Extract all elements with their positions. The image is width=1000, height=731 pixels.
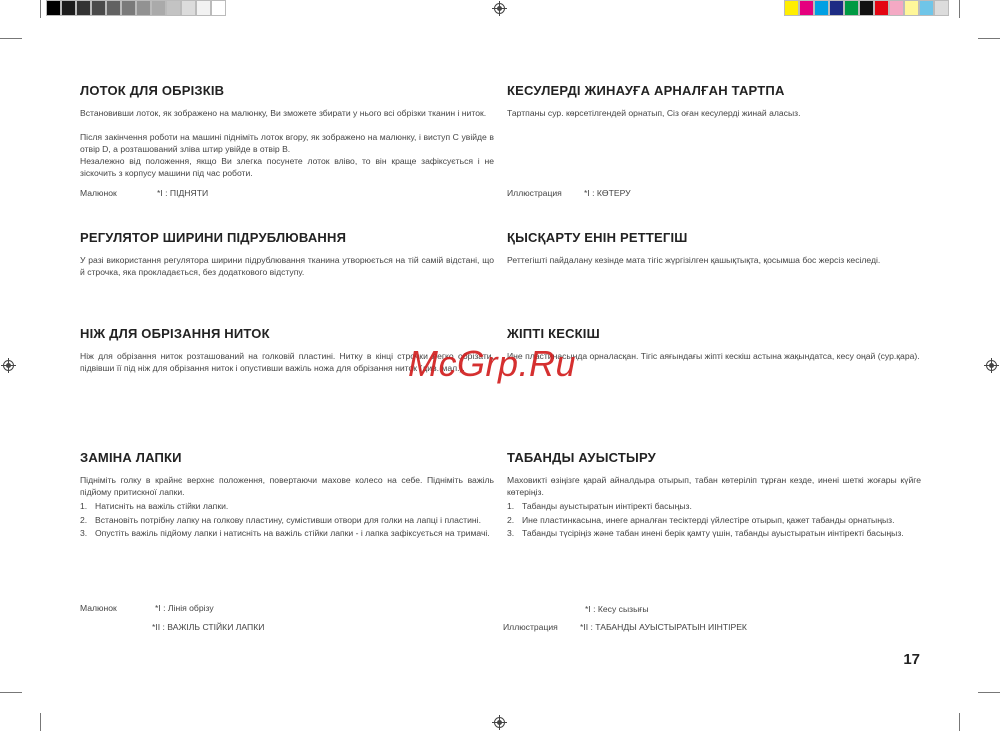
heading-width-kz: ҚЫСҚАРТУ ЕНІН РЕТТЕГІШ — [507, 230, 688, 245]
heading-width-ua: РЕГУЛЯТОР ШИРИНИ ПІДРУБЛЮВАННЯ — [80, 230, 347, 245]
color-swatch — [46, 0, 61, 16]
caption-label: Иллюстрация — [503, 622, 558, 632]
paragraph: Незалежно від положення, якщо Ви злегка посунете лоток вліво, то він краще зафіксується і не зіскочить з корпусу машини під час роботи. — [80, 156, 494, 178]
crop-mark — [0, 692, 22, 693]
list-item: 3. Опустіть важіль підйому лапки і натисніть на важіль стійки лапки - і лапка зафіксується на тримачі. — [80, 528, 490, 539]
steps-list-ua — [80, 501, 494, 542]
caption-text: *I : ПІДНЯТИ — [157, 188, 209, 198]
list-item: 2. Встановіть потрібну лапку на голкову пластину, сумістивши отвори для голки на лапці і пластині. — [80, 514, 481, 525]
color-swatch — [61, 0, 76, 16]
registration-mark-icon — [494, 717, 505, 728]
caption-text: *I : КӨТЕРУ — [584, 188, 631, 198]
color-swatch — [844, 0, 859, 16]
color-swatch — [121, 0, 136, 16]
page-number: 17 — [903, 651, 920, 668]
color-swatch — [799, 0, 814, 16]
heading-foot-ua: ЗАМІНА ЛАПКИ — [80, 450, 182, 465]
paragraph: Ніж для обрізання ниток розташований на голковій пластині. Нитку в кінці строчки легко обрізати, підвівши її під ніж для обрізання ниток і опустивши важіль ножа для обрізання ниток (див. мал.). — [80, 351, 494, 373]
color-swatch — [211, 0, 226, 16]
caption-label: Малюнок — [80, 603, 117, 613]
paragraph: Після закінчення роботи на машині підніміть лоток вгору, як зображено на малюнку, і виступ С увійде в отвір D, а розташований зліва штир увійде в отвір В. — [80, 132, 494, 154]
paragraph: Встановивши лоток, як зображено на малюнку, Ви зможете збирати у нього всі обрізки тканин і ниток. — [80, 108, 487, 118]
heading-cutter-ua: НІЖ ДЛЯ ОБРІЗАННЯ НИТОК — [80, 326, 270, 341]
color-swatch — [784, 0, 799, 16]
caption-text: *II : ТАБАНДЫ АУЫСТЫРАТЫН ИІНТІРЕК — [580, 622, 747, 632]
crop-mark — [40, 0, 41, 18]
steps-list-kz — [507, 501, 921, 542]
color-swatch — [136, 0, 151, 16]
paragraph: Ине пластинасында орналасқан. Тігіс аяғындағы жіпті кескіш астына жақындатса, кесу оңай (сур.қара). — [507, 351, 920, 361]
list-item: 1. Табанды ауыстыратын иінтіректі басыңыз. — [507, 501, 692, 511]
color-swatch — [106, 0, 121, 16]
heading-cutter-kz: ЖІПТІ КЕСКІШ — [507, 326, 600, 341]
heading-tray-kz: КЕСУЛЕРДІ ЖИНАУҒА АРНАЛҒАН ТАРТПА — [507, 83, 785, 98]
color-swatch — [91, 0, 106, 16]
heading-foot-kz: ТАБАНДЫ АУЫСТЫРУ — [507, 450, 656, 465]
caption-text: *I : Кесу сызығы — [585, 604, 649, 614]
paragraph: Маховикті өзіңізге қарай айналдыра отырып, табан көтеріліп тұрған кезде, инені шеткі жоғары күйге көтеріңіз. — [507, 475, 921, 497]
grayscale-bar — [46, 0, 226, 16]
registration-mark-icon — [986, 360, 997, 371]
crop-mark — [40, 713, 41, 731]
caption-label: Малюнок — [80, 188, 117, 198]
watermark: McGrp.Ru — [408, 343, 577, 384]
list-item: 1. Натисніть на важіль стійки лапки. — [80, 501, 229, 511]
color-swatch — [196, 0, 211, 16]
color-swatch — [874, 0, 889, 16]
color-swatch — [166, 0, 181, 16]
color-bar — [784, 0, 949, 16]
color-swatch — [919, 0, 934, 16]
caption-text: *II : ВАЖІЛЬ СТІЙКИ ЛАПКИ — [152, 622, 265, 632]
heading-tray-ua: ЛОТОК ДЛЯ ОБРІЗКІВ — [80, 83, 225, 98]
crop-mark — [959, 0, 960, 18]
list-item: 2. Ине пластинкасына, инеге арналған тесіктерді үйлестіре отырып, қажет табанды орнатыңыз. — [507, 514, 895, 525]
caption-label: Иллюстрация — [507, 188, 562, 198]
color-swatch — [904, 0, 919, 16]
paragraph: Підніміть голку в крайнє верхнє положення, повертаючи махове колесо на себе. Підніміть важіль підйому притискної лапки. — [80, 475, 494, 497]
crop-mark — [978, 38, 1000, 39]
paragraph: Реттегішті пайдалану кезінде мата тігіс жүргізілген қашықтықта, қосымша бос жерсіз кесіледі. — [507, 255, 881, 265]
color-swatch — [151, 0, 166, 16]
crop-mark — [978, 692, 1000, 693]
color-swatch — [889, 0, 904, 16]
color-swatch — [859, 0, 874, 16]
color-swatch — [934, 0, 949, 16]
color-swatch — [829, 0, 844, 16]
crop-mark — [0, 38, 22, 39]
list-item: 3. Табанды түсіріңіз және табан инені берік қамту үшін, табанды ауыстыратын иінтіректі басыңыз. — [507, 528, 904, 539]
crop-mark — [959, 713, 960, 731]
paragraph: Тартпаны сур. көрсетілгендей орнатып, Сіз оған кесулерді жинай аласыз. — [507, 108, 801, 118]
color-swatch — [76, 0, 91, 16]
registration-mark-icon — [3, 360, 14, 371]
color-swatch — [814, 0, 829, 16]
paragraph: У разі використання регулятора ширини підрублювання тканина утворюється на тій самій відстані, що й строчка, яка прокладається, без додаткового відступу. — [80, 255, 494, 277]
color-swatch — [181, 0, 196, 16]
caption-text: *I : Лінія обрізу — [155, 603, 214, 613]
registration-mark-icon — [494, 3, 505, 14]
